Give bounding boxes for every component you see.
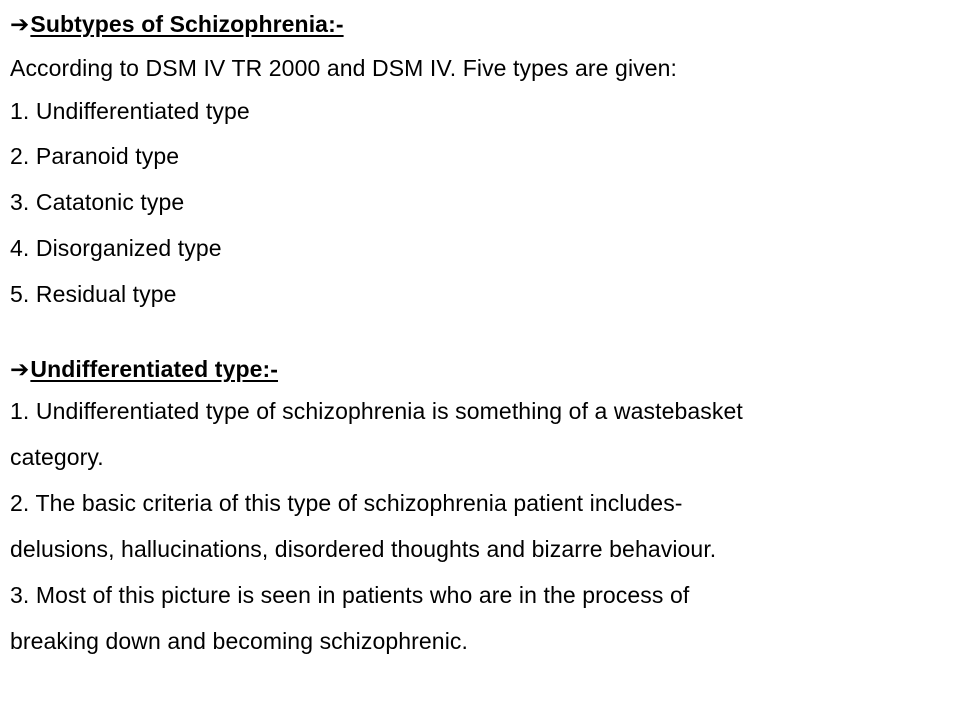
section-heading-undifferentiated [10,355,278,383]
arrow-right-icon: ➔ [10,356,30,382]
paragraph-line: category. [10,444,104,470]
arrow-right-icon: ➔ [10,11,30,37]
paragraph-line: 2. The basic criteria of this type of schizophrenia patient includes- [10,490,683,516]
paragraph-line: 1. Undifferentiated type of schizophrenia is something of a wastebasket [10,398,743,424]
paragraph-line: 3. Most of this picture is seen in patients who are in the process of [10,582,690,608]
list-item: 4. Disorganized type [10,235,222,261]
list-item: 2. Paranoid type [10,143,180,169]
section-heading-subtypes [10,10,344,38]
paragraph-line: delusions, hallucinations, disordered thoughts and bizarre behaviour. [10,536,717,562]
intro-text: According to DSM IV TR 2000 and DSM IV. Five types are given: [10,55,678,81]
list-item: 3. Catatonic type [10,189,185,215]
heading-text: Undifferentiated type:- [30,356,279,382]
paragraph-line: breaking down and becoming schizophrenic. [10,628,468,654]
list-item: 5. Residual type [10,281,177,307]
list-item: 1. Undifferentiated type [10,98,250,124]
heading-text: Subtypes of Schizophrenia:- [30,11,344,37]
